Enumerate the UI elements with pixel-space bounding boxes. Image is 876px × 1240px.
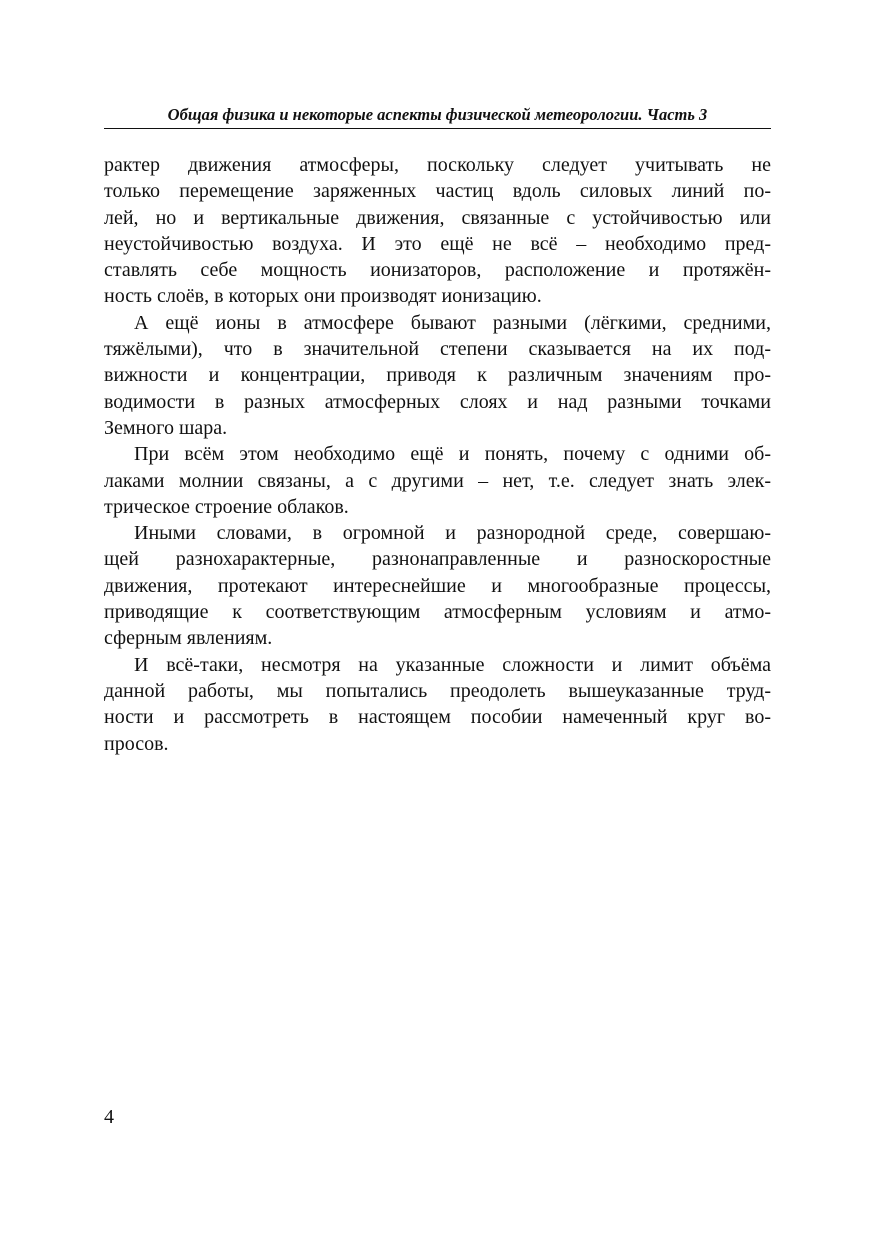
text-line: просов. (104, 732, 169, 755)
text-line: тяжёлыми), что в значительной степени сказывается на их под- (104, 338, 771, 361)
text-line: только перемещение заряженных частиц вдоль силовых линий по- (104, 180, 771, 203)
body-text (104, 152, 771, 757)
text-line: трическое строение облаков. (104, 495, 349, 518)
text-line: данной работы, мы попытались преодолеть вышеуказанные труд- (104, 679, 771, 702)
page-number: 4 (104, 1106, 114, 1128)
text-line: Иными словами, в огромной и разнородной среде, совершаю- (134, 522, 771, 545)
text-line: Земного шара. (104, 416, 228, 439)
text-line: ставлять себе мощность ионизаторов, расположение и протяжён- (104, 259, 771, 282)
text-line: лей, но и вертикальные движения, связанные с устойчивостью или (104, 206, 771, 229)
text-line: движения, протекают интереснейшие и многообразные процессы, (104, 574, 771, 597)
text-line: щей разнохарактерные, разнонаправленные и разноскоростные (104, 548, 771, 571)
text-line: ности и рассмотреть в настоящем пособии намеченный круг во- (104, 706, 771, 729)
text-line: сферным явлениям. (104, 627, 273, 650)
text-line: При всём этом необходимо ещё и понять, почему с одними об- (134, 443, 771, 466)
paragraph-2 (104, 310, 771, 441)
paragraph-3 (104, 441, 771, 520)
text-line: приводящие к соответствующим атмосферным условиям и атмо- (104, 601, 771, 624)
running-header: Общая физика и некоторые аспекты физической метеорологии. Часть 3 (167, 105, 708, 124)
paragraph-4 (104, 520, 771, 651)
text-line: А ещё ионы в атмосфере бывают разными (лёгкими, средними, (134, 311, 771, 334)
text-line: вижности и концентрации, приводя к различным значениям про- (104, 364, 771, 387)
text-line: И всё-таки, несмотря на указанные сложности и лимит объёма (134, 653, 771, 676)
text-line: водимости в разных атмосферных слоях и над разными точками (104, 390, 771, 413)
paragraph-5 (104, 652, 771, 757)
text-line: лаками молнии связаны, а с другими – нет, т.е. следует знать элек- (104, 469, 771, 492)
text-line: ность слоёв, в которых они производят ионизацию. (104, 285, 542, 308)
header-rule (104, 128, 771, 129)
paragraph-1 (104, 152, 771, 310)
text-line: рактер движения атмосферы, поскольку следует учитывать не (104, 154, 771, 176)
text-line: неустойчивостью воздуха. И это ещё не всё – необходимо пред- (104, 232, 771, 255)
